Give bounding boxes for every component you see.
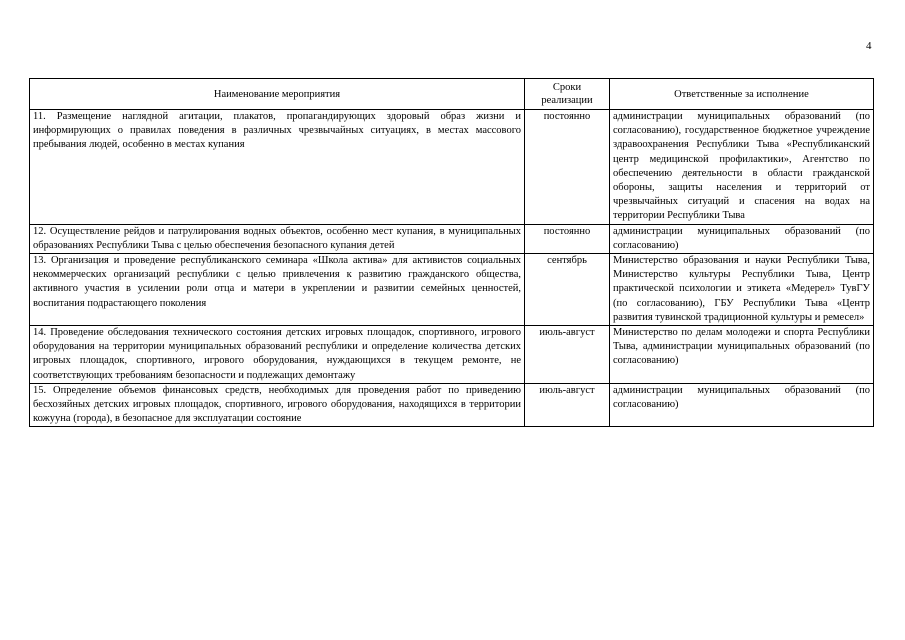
measure-responsible: Министерство по делам молодежи и спорта Республики Тыва, администрации муниципальных образований (по согласованию) <box>610 326 874 384</box>
measure-responsible: администрации муниципальных образований (по согласованию) <box>610 383 874 427</box>
measure-name: 11. Размещение наглядной агитации, плакатов, пропагандирующих здоровый образ жизни и информирующих о правилах поведения в различных чрезвычайных ситуациях, в местах массового пребывания людей, особенно в местах купания <box>30 110 525 225</box>
measure-responsible: администрации муниципальных образований (по согласованию), государственное бюджетное учреждение здравоохранения Республики Тыва «Республиканский центр медицинской профилактики», Агентство по обеспечению деятельности в области гражданской обороны, защиты населения и территорий от чрезвычайных ситуаций и спасения на водах на территории Республики Тыва <box>610 110 874 225</box>
measure-responsible: Министерство образования и науки Республики Тыва, Министерство культуры Республики Тыва, Центр практической психологии и этикета «Медерел» ТувГУ (по согласованию), ГБУ Республики Тыва «Центр развития тувинской традиционной культуры и ремесел» <box>610 254 874 326</box>
measure-term: постоянно <box>525 224 610 253</box>
table-body <box>30 110 874 427</box>
page-number: 4 <box>866 40 872 52</box>
header-responsible: Ответственные за исполнение <box>610 79 874 110</box>
table-row <box>30 224 874 253</box>
table-row <box>30 110 874 225</box>
header-term: Сроки реализации <box>525 79 610 110</box>
table-header <box>30 79 874 110</box>
measure-name: 14. Проведение обследования технического состояния детских игровых площадок, спортивного, игрового оборудования на территории муниципальных образований республики и определение количества детских игровых площадок, спортивного, игрового оборудования, нуждающихся в текущем ремонте, не соответствующих требованиям безопасности и подлежащих демонтажу <box>30 326 525 384</box>
measure-responsible: администрации муниципальных образований (по согласованию) <box>610 224 874 253</box>
measures-table <box>29 78 874 427</box>
table-row <box>30 383 874 427</box>
measure-name: 13. Организация и проведение республиканского семинара «Школа актива» для активистов социальных некоммерческих организаций республики с целью привлечения к развитию гражданского общества, активного участия в усилении роли отца и матери в укреплении и развитии семейных ценностей, воспитания подрастающего поколения <box>30 254 525 326</box>
measure-term: июль-август <box>525 326 610 384</box>
measure-name: 15. Определение объемов финансовых средств, необходимых для проведения работ по приведению бесхозяйных детских игровых площадок, спортивного, игрового оборудования, находящихся в территории кожууна (города), в безопасное для эксплуатации состояние <box>30 383 525 427</box>
measure-term: сентябрь <box>525 254 610 326</box>
table-row <box>30 326 874 384</box>
measure-term: постоянно <box>525 110 610 225</box>
table-row <box>30 254 874 326</box>
measure-term: июль-август <box>525 383 610 427</box>
measure-name: 12. Осуществление рейдов и патрулирования водных объектов, особенно мест купания, в муниципальных образованиях Республики Тыва с целью обеспечения безопасного купания детей <box>30 224 525 253</box>
header-name: Наименование мероприятия <box>30 79 525 110</box>
